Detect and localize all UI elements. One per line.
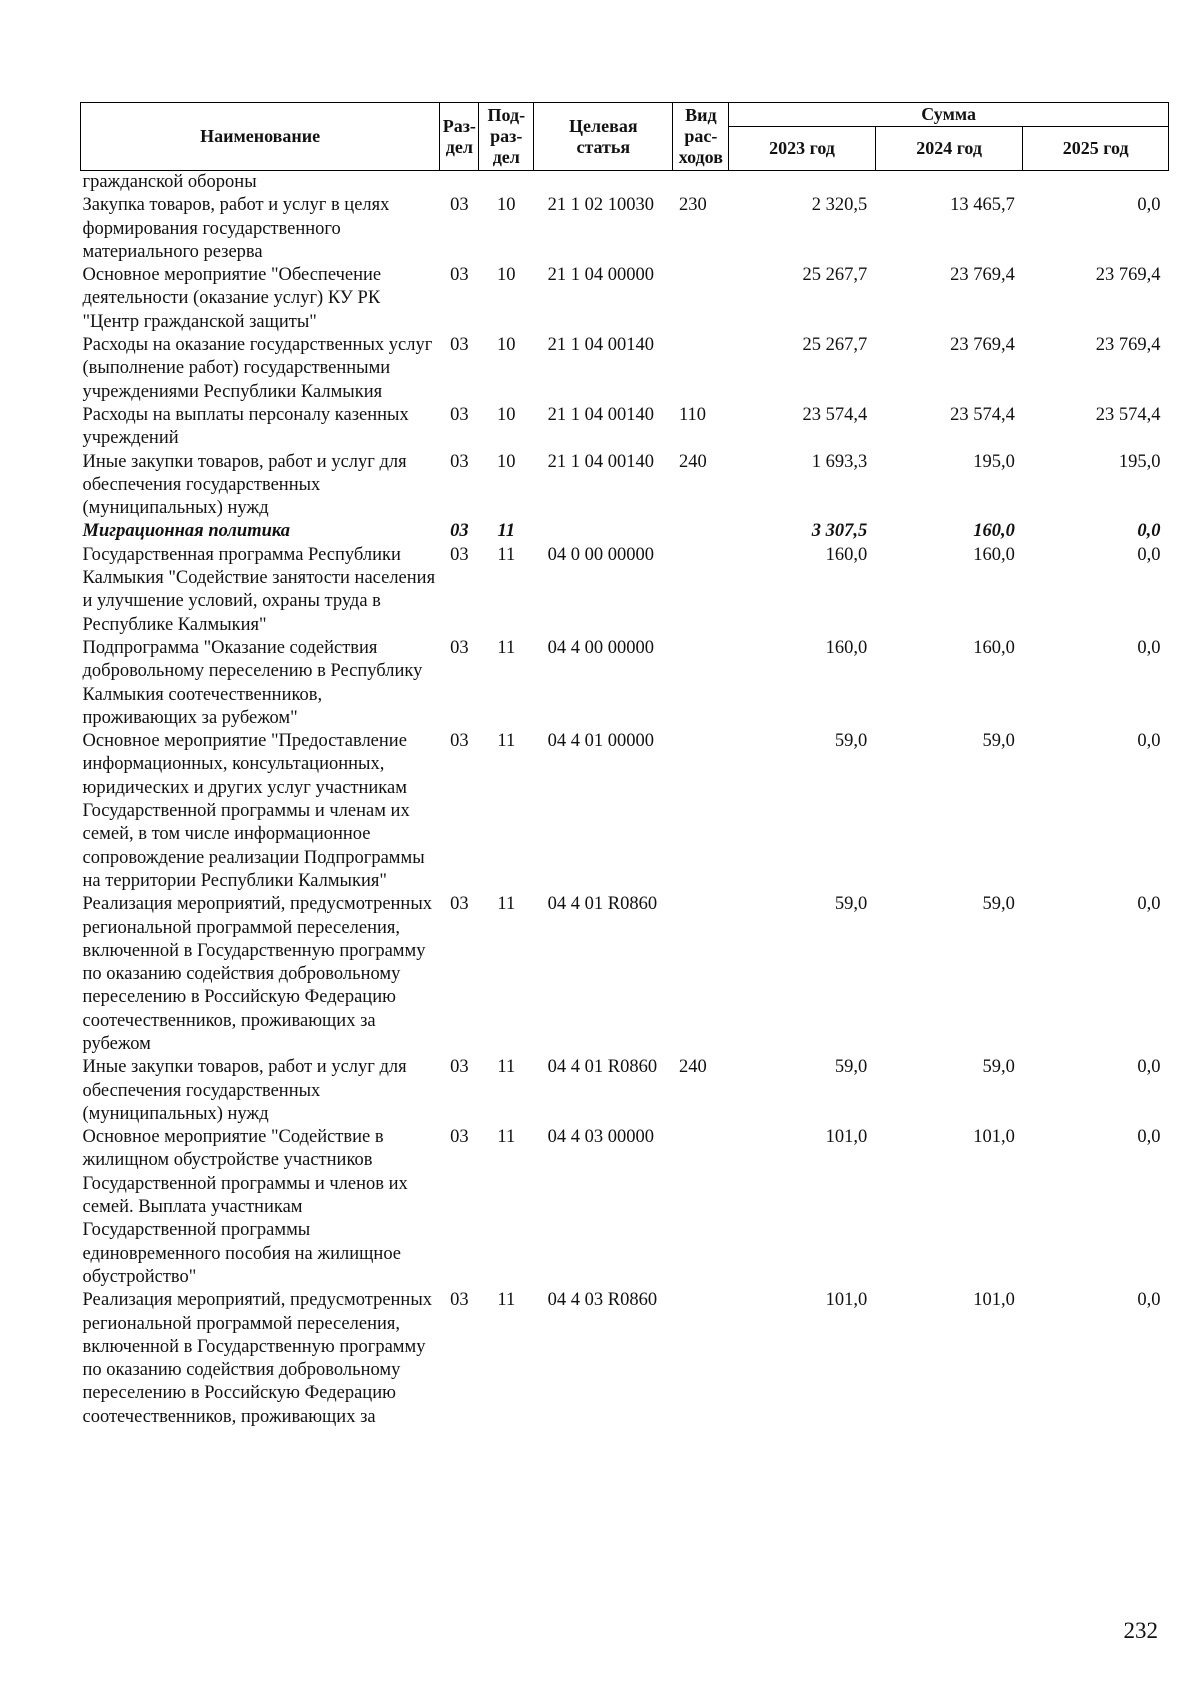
row-name: Иные закупки товаров, работ и услуг для обеспечения государственных (муниципальных) нужд	[82, 1057, 407, 1124]
row-amount-2024: 23 574,4	[950, 404, 1015, 425]
row-amount-2025: 0,0	[1137, 195, 1161, 216]
row-amount-2025: 195,0	[1118, 451, 1161, 472]
header-sum: Сумма	[729, 103, 1169, 127]
table-row	[81, 194, 1169, 264]
row-subsection: 11	[497, 544, 516, 565]
table-body	[81, 171, 1169, 1430]
header-year-2023: 2023 год	[729, 127, 876, 171]
row-name: Основное мероприятие "Предоставление информационных, консультационных, юридических и других услуг участникам Государственной программы и членам их семей, в том числе информационное сопровождение реализации Подпрограммы на территории Республики Калмыкия"	[82, 731, 425, 891]
row-amount-2025: 23 769,4	[1095, 335, 1161, 356]
row-amount-2025: 23 574,4	[1095, 404, 1161, 425]
row-section: 03	[450, 265, 469, 286]
header-year-2025: 2025 год	[1023, 127, 1169, 171]
row-amount-2025: 0,0	[1137, 1290, 1161, 1311]
row-target-article: 04 4 00 00000	[547, 637, 655, 658]
row-section: 03	[450, 1057, 469, 1078]
row-subsection: 11	[497, 637, 516, 658]
row-target-article: 04 4 03 00000	[547, 1127, 655, 1148]
row-target-article: 21 1 04 00140	[547, 335, 655, 356]
row-target-article: 04 4 01 R0860	[547, 1057, 658, 1078]
row-amount-2024: 13 465,7	[950, 195, 1015, 216]
row-expense-type	[673, 264, 729, 334]
row-amount-2025: 0,0	[1137, 894, 1161, 915]
table-row	[81, 264, 1169, 334]
row-name: Основное мероприятие "Обеспечение деятельности (оказание услуг) КУ РК "Центр гражданской защиты"	[82, 265, 382, 332]
row-amount-2024: 160,0	[973, 637, 1015, 658]
row-section: 03	[450, 404, 469, 425]
row-amount-2025: 0,0	[1137, 521, 1161, 542]
row-section: 03	[450, 637, 469, 658]
header-subsection: Под- раз- дел	[479, 103, 534, 171]
row-amount-2023: 59,0	[834, 894, 868, 915]
row-amount-2023: 3 307,5	[811, 521, 868, 542]
row-section	[440, 171, 479, 195]
row-subsection: 10	[497, 404, 516, 425]
table-row	[81, 544, 1169, 637]
header-name: Наименование	[81, 103, 440, 171]
row-amount-2024: 59,0	[982, 1057, 1015, 1078]
row-subsection: 11	[497, 1127, 516, 1148]
row-target-article: 21 1 04 00000	[547, 265, 655, 286]
row-amount-2025: 0,0	[1137, 544, 1161, 565]
row-section: 03	[450, 335, 469, 356]
row-amount-2024: 101,0	[973, 1127, 1015, 1148]
row-expense-type	[673, 171, 729, 195]
row-subsection: 11	[497, 894, 516, 915]
row-target-article: 21 1 04 00140	[547, 451, 655, 472]
table-row	[81, 520, 1169, 543]
row-amount-2025: 0,0	[1137, 1127, 1161, 1148]
row-amount-2023: 101,0	[825, 1290, 868, 1311]
table-row	[81, 334, 1169, 404]
header-target-article: Целевая статья	[534, 103, 673, 171]
header-section: Раз- дел	[440, 103, 479, 171]
row-name: Основное мероприятие "Содействие в жилищном обустройстве участников Государственной программы и членов их семей. Выплата участникам Государственной программы единовременного пособия на жилищное обустройство"	[82, 1127, 408, 1287]
row-amount-2023: 2 320,5	[811, 195, 868, 216]
row-section: 03	[450, 731, 469, 752]
row-expense-type: 230	[678, 195, 707, 216]
row-subsection: 10	[497, 451, 516, 472]
row-name: Расходы на оказание государственных услуг (выполнение работ) государственными учреждениями Республики Калмыкия	[82, 335, 433, 402]
row-amount-2023: 59,0	[834, 731, 868, 752]
row-target-article: 21 1 04 00140	[547, 404, 655, 425]
row-name: Иные закупки товаров, работ и услуг для обеспечения государственных (муниципальных) нужд	[82, 451, 407, 519]
row-amount-2023: 1 693,3	[811, 451, 868, 472]
row-section: 03	[450, 451, 469, 472]
row-subsection	[479, 171, 534, 195]
row-name: Государственная программа Республики Калмыкия "Содействие занятости населения и улучшение условий, охраны труда в Республике Калмыкия"	[82, 544, 436, 635]
row-expense-type	[673, 1126, 729, 1289]
row-expense-type	[673, 730, 729, 893]
row-amount-2025: 23 769,4	[1095, 265, 1161, 286]
row-name: гражданской обороны	[82, 172, 257, 192]
row-amount-2024: 59,0	[982, 731, 1015, 752]
table-row	[81, 1056, 1169, 1126]
table-row	[81, 404, 1169, 451]
row-amount-2023: 23 574,4	[802, 404, 868, 425]
row-expense-type	[673, 544, 729, 637]
row-expense-type	[673, 1289, 729, 1429]
table-row	[81, 1126, 1169, 1289]
row-name: Закупка товаров, работ и услуг в целях формирования государственного материального резерва	[82, 195, 390, 262]
row-section: 03	[450, 1127, 469, 1148]
row-amount-2025: 0,0	[1137, 731, 1161, 752]
row-amount-2024: 160,0	[973, 544, 1015, 565]
budget-table	[80, 102, 1169, 1429]
row-target-article	[534, 171, 673, 195]
row-expense-type	[673, 334, 729, 404]
row-amount-2024: 23 769,4	[950, 335, 1015, 356]
row-amount-2024: 23 769,4	[950, 265, 1015, 286]
row-amount-2023: 160,0	[825, 637, 868, 658]
row-subsection: 11	[497, 731, 516, 752]
row-target-article: 04 0 00 00000	[547, 544, 655, 565]
row-expense-type: 240	[678, 451, 707, 472]
row-subsection: 11	[497, 521, 516, 542]
table-header	[81, 103, 1169, 171]
row-name: Расходы на выплаты персоналу казенных учреждений	[82, 404, 409, 449]
row-amount-2023: 160,0	[825, 544, 868, 565]
row-name: Реализация мероприятий, предусмотренных региональной программой переселения, включенной в Государственную программу по оказанию содействия добровольному переселению в Российскую Федерацию соотечественников, проживающих за	[82, 1290, 433, 1427]
row-amount-2024: 160,0	[973, 521, 1015, 542]
page-number: 232	[1123, 1618, 1158, 1643]
row-subsection: 10	[497, 265, 516, 286]
row-amount-2025: 0,0	[1137, 637, 1161, 658]
row-amount-2024: 101,0	[973, 1290, 1015, 1311]
row-name: Миграционная политика	[82, 521, 291, 542]
row-section: 03	[450, 195, 469, 216]
row-amount-2025: 0,0	[1137, 1057, 1161, 1078]
row-section: 03	[450, 521, 469, 542]
header-year-2024: 2024 год	[875, 127, 1023, 171]
row-subsection: 10	[497, 335, 516, 356]
row-amount-2023: 101,0	[825, 1127, 868, 1148]
table-row	[81, 171, 1169, 195]
row-subsection: 11	[497, 1290, 516, 1311]
row-target-article: 04 4 01 R0860	[547, 894, 658, 915]
row-amount-2023: 59,0	[834, 1057, 868, 1078]
row-amount-2023: 25 267,7	[802, 335, 868, 356]
row-expense-type: 240	[678, 1057, 707, 1078]
table-row	[81, 451, 1169, 521]
row-target-article: 04 4 03 R0860	[547, 1290, 658, 1311]
row-name: Подпрограмма "Оказание содействия добровольному переселению в Республику Калмыкия соотечественников, проживающих за рубежом"	[82, 637, 423, 728]
row-amount-2025	[1023, 171, 1169, 195]
row-expense-type	[673, 637, 729, 730]
row-subsection: 10	[497, 195, 516, 216]
table-row	[81, 730, 1169, 893]
row-amount-2024: 195,0	[973, 451, 1015, 472]
row-expense-type	[673, 520, 729, 543]
row-amount-2024	[875, 171, 1023, 195]
row-section: 03	[450, 894, 469, 915]
row-subsection: 11	[497, 1057, 516, 1078]
row-name: Реализация мероприятий, предусмотренных региональной программой переселения, включенной в Государственную программу по оказанию содействия добровольному переселению в Российскую Федерацию соотечественников, проживающих за рубежом	[82, 894, 433, 1054]
row-expense-type: 110	[678, 404, 707, 425]
table-row	[81, 893, 1169, 1056]
row-amount-2023	[729, 171, 876, 195]
row-target-article: 04 4 01 00000	[547, 731, 655, 752]
row-amount-2024: 59,0	[982, 894, 1015, 915]
row-amount-2023: 25 267,7	[802, 265, 868, 286]
row-expense-type	[673, 893, 729, 1056]
table-row	[81, 637, 1169, 730]
row-target-article: 21 1 02 10030	[547, 195, 655, 216]
row-section: 03	[450, 1290, 469, 1311]
row-section: 03	[450, 544, 469, 565]
table-row	[81, 1289, 1169, 1429]
header-expense-type: Вид рас- ходов	[673, 103, 729, 171]
row-target-article	[534, 520, 673, 543]
